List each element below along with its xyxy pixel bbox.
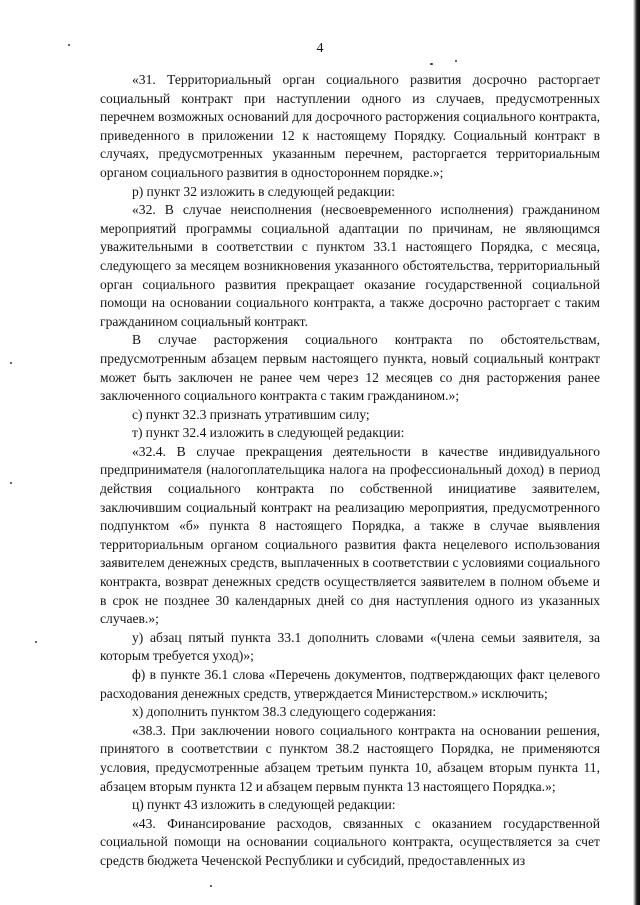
paragraph-32-4-text: «32.4. В случае прекращения деятельности в качестве индивидуального предпринимателя (налогоплательщика налога на профессиональный доход) в период действия социального контракта по собственной инициативе заявителем, заключившим социальный контракт на реализацию мероприятия, предусмотренного подпунктом «б» пункта 8 настоящего Порядка, а также в случае выявления территориальным органом социального развития факта нецелевого использования заявителем денежных средств, выплаченных в соответствии с условиями социального контракта, возврат денежных средств осуществляется заявителем в полном объеме и в срок не позднее 30 календарных дней со дня наступления одного из указанных случаев.»; (100, 443, 600, 627)
paragraph-u-point-33-1: у) абзац пятый пункта 33.1 дополнить словами «(члена семьи заявителя, за которым требуется уход)»; (100, 629, 600, 664)
paragraph-kh-point-38-3: х) дополнить пунктом 38.3 следующего содержания: (132, 704, 437, 720)
paragraph-r-point-32: р) пункт 32 изложить в следующей редакции: (132, 183, 396, 199)
paragraph-s-point-32-3: с) пункт 32.3 признать утратившим силу; (132, 406, 370, 422)
paragraph-31-termination: «31. Территориальный орган социального развития досрочно расторгает социальный контракт при наступлении одного из случаев, предусмотренных перечнем возможных оснований для досрочного расторжения социального контракта, приведенного в приложении 12 к настоящему Порядку. Социальный контракт в случаях, предусмотренных указанным перечнем, расторгается территориальным органом социального развития в одностороннем порядке.»; (100, 72, 600, 180)
scan-speck (210, 885, 212, 887)
paragraph-f-point-36-1: ф) в пункте 36.1 слова «Перечень документов, подтверждающих факт целевого расходования денежных средств, утверждается Министерством.» исключить; (100, 667, 600, 701)
paragraph-38-3-text: «38.3. При заключении нового социального контракта на основании решения, принятого в соответствии с пунктом 38.2 настоящего Порядка, не применяются условия, предусмотренные абзацем третьим пункта 10, абзацем вторым пункта 11, абзацем вторым пункта 12 и абзацем первым пункта 13 настоящего Порядка.»; (100, 722, 600, 794)
paragraph-43-text: «43. Финансирование расходов, связанных с оказанием государственной социальной помощи на основании социального контракта, осуществляется за счет средств бюджета Чеченской Республики и субсидий, предоставленных из (100, 815, 600, 868)
scan-speck (68, 44, 70, 46)
scan-speck (430, 63, 433, 65)
scan-speck (35, 641, 37, 643)
page-number: 4 (316, 41, 324, 56)
document-body (100, 71, 600, 871)
scan-speck (10, 362, 12, 364)
paragraph-t-point-32-4: т) пункт 32.4 изложить в следующей редакции: (132, 425, 405, 441)
paragraph-ts-point-43: ц) пункт 43 изложить в следующей редакции: (132, 797, 396, 813)
scan-edge-shadow (633, 0, 640, 905)
scan-speck (10, 482, 12, 484)
paragraph-32-second: В случае расторжения социального контракта по обстоятельствам, предусмотренным абзацем первым настоящего пункта, новый социальный контракт может быть заключен не ранее чем через 12 месяцев со дня расторжения ранее заключенного социального контракта с таким гражданином.»; (100, 332, 600, 404)
scan-speck (455, 60, 457, 62)
paragraph-32-text: «32. В случае неисполнения (несвоевременного исполнения) гражданином мероприятий программы социальной адаптации по причинам, не являющимся уважительными в соответствии с пунктом 33.1 настоящего Порядка, с месяца, следующего за месяцем возникновения указанного обстоятельства, территориальный орган социального развития прекращает оказание государственной социальной помощи на основании социального контракта, а также досрочно расторгает с таким гражданином социальный контракт. (100, 202, 600, 329)
